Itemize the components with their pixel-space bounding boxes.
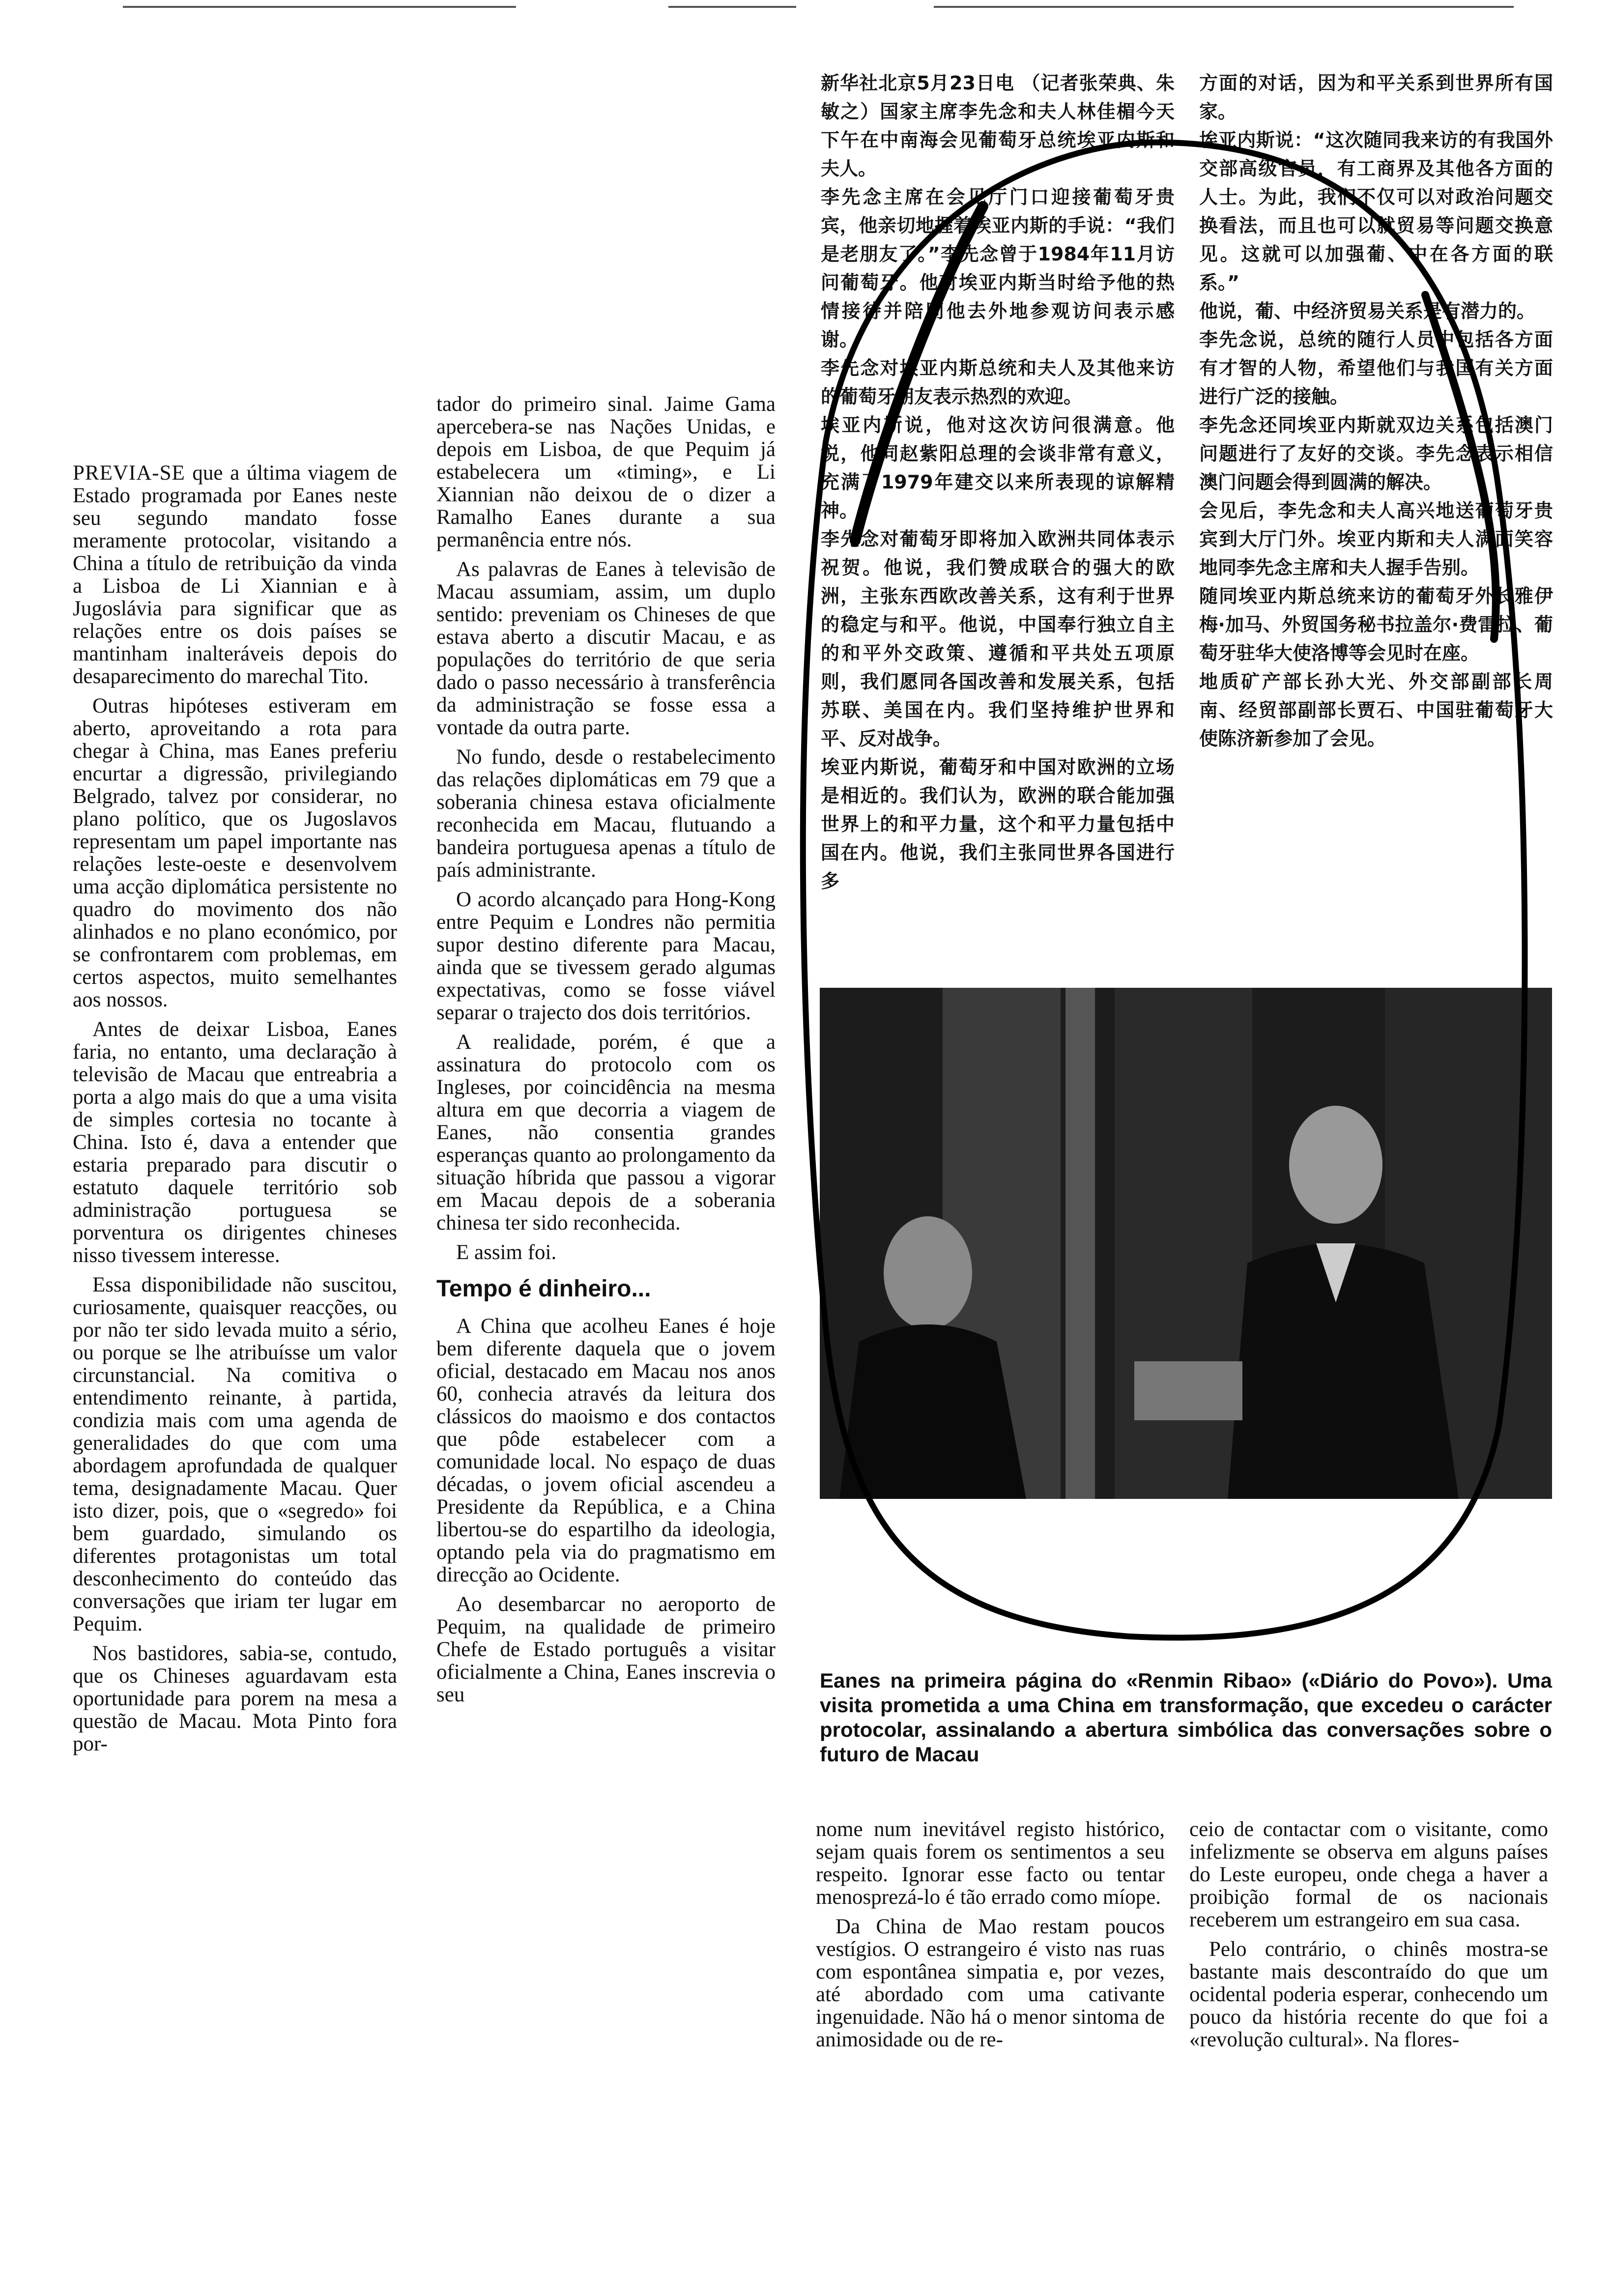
section-heading: Tempo é dinheiro... — [436, 1276, 651, 1302]
paragraph: A China que acolheu Eanes é hoje bem diferente daquela que o jovem oficial, destacado em Macau nos anos 60, conhecia através da leitura dos clássicos do maoismo e dos contactos que pôde estabelecer com a comunidade local. No espaço de duas décadas, o jovem oficial ascendeu a Presidente da República, e a China libertou-se do espartilho da ideologia, optando pela via do pragmatismo em direcção ao Ocidente. — [436, 1315, 776, 1586]
paragraph: tador do primeiro sinal. Jaime Gama apercebera-se nas Nações Unidas, e depois em Lisboa, de que Pequim já estabelecera um «timing», e Li Xiannian não deixou de o dizer a Ramalho Eanes durante a sua permanência entre nós. — [436, 393, 776, 551]
top-rule-left — [123, 6, 516, 8]
paragraph: Nos bastidores, sabia-se, contudo, que os Chineses aguardavam esta oportunidade para porem na mesa a questão de Macau. Mota Pinto fora por- — [73, 1642, 397, 1755]
paragraph: nome num inevitável registo histórico, sejam quais forem os sentimentos a seu respeito. Ignorar esse facto ou tentar menosprezá-lo é tão errado como míope. — [816, 1818, 1165, 1909]
cjk-paragraph: 他说，葡、中经济贸易关系是有潜力的。 — [1199, 300, 1536, 322]
paragraph: Outras hipóteses estiveram em aberto, aproveitando a rota para chegar à China, mas Eanes preferiu encurtar a digressão, privilegiando Belgrado, talvez por considerar, no plano político, que os Jugoslavos representam um papel importante nas relações leste-oeste e desenvolvem uma acção diplomática persistente no quadro do movimento dos não alinhados e no plano económico, por se confrontarem com problemas, em certos aspectos, muito semelhantes aos nossos. — [73, 694, 397, 1011]
lead-word: PREVIA-SE — [73, 461, 185, 485]
paragraph: Essa disponibilidade não suscitou, curiosamente, quaisquer reacções, ou por não ter sido levada muito a sério, ou porque se lhe atribuísse um valor circunstancial. Na comitiva o entendimento reinante, à partida, condizia mais com uma agenda de generalidades do que com uma abordagem aprofundada de qualquer tema, designadamente Macau. Quer isto dizer, pois, que o «segredo» foi bem guardado, simulando os diferentes protagonistas um total desconhecimento do conteúdo das conversações que iriam ter lugar em Pequim. — [73, 1273, 397, 1636]
paragraph: No fundo, desde o restabelecimento das relações diplomáticas em 79 que a soberania chinesa estava oficialmente reconhecida em Macau, flutuando a bandeira portuguesa apenas a título de país administrante. — [436, 746, 776, 882]
cjk-paragraph: 会见后，李先念和夫人高兴地送葡萄牙贵宾到大厅门外。埃亚内斯和夫人满面笑容地同李先念主席和夫人握手告别。 — [1199, 500, 1553, 578]
article-column-1 — [73, 462, 397, 1762]
paragraph: A realidade, porém, é que a assinatura do protocolo com os Ingleses, por coincidência na mesma altura em que decorria a viagem de Eanes, não consentia grandes esperanças quanto ao prolongamento da situação híbrida que passou a vigorar em Macau depois de a soberania chinesa ter sido reconhecida. — [436, 1031, 776, 1234]
cjk-paragraph: 李先念对埃亚内斯总统和夫人及其他来访的葡萄牙朋友表示热烈的欢迎。 — [821, 357, 1175, 407]
article-column-4 — [1189, 1818, 1548, 2058]
photo-caption: Eanes na primeira página do «Renmin Ribao» («Diário do Povo»). Uma visita prometida a uma China em transformação, que excedeu o carácter protocolar, assinalando a abertura simbólica das conversações sobre o futuro de Macau — [820, 1669, 1552, 1766]
cjk-paragraph: 随同埃亚内斯总统来访的葡萄牙外长雅伊梅·加马、外贸国务秘书拉盖尔·费雷拉、葡萄牙驻华大使洛博等会见时在座。 — [1199, 585, 1553, 664]
paragraph: PREVIA-SE que a última viagem de Estado programada por Eanes neste seu segundo mandato fosse meramente protocolar, visitando a China a título de retribuição da vinda a Lisboa de Li Xiannian e à Jugoslávia para significar que as relações entre os dois países se mantinham inalteráveis depois do desaparecimento do marechal Tito. — [73, 461, 397, 688]
cjk-paragraph: 方面的对话，因为和平关系到世界所有国家。 — [1199, 72, 1553, 122]
cjk-paragraph: 李先念还同埃亚内斯就双边关系包括澳门问题进行了友好的交谈。李先念表示相信澳门问题会得到圆满的解决。 — [1199, 414, 1553, 493]
cjk-paragraph: 李先念对葡萄牙即将加入欧洲共同体表示祝贺。他说，我们赞成联合的强大的欧洲，主张东西欧改善关系，这有利于世界的稳定与和平。他说，中国奉行独立自主的和平外交政策、遵循和平共处五项原则，我们愿同各国改善和发展关系，包括苏联、美国在内。我们坚持维护世界和平、反对战争。 — [821, 528, 1175, 749]
cjk-paragraph: 新华社北京5月23日电 （记者张荣典、朱敏之）国家主席李先念和夫人林佳楣今天下午在中南海会见葡萄牙总统埃亚内斯和夫人。 — [821, 72, 1175, 179]
cjk-paragraph: 李先念说，总统的随行人员中包括各方面有才智的人物，希望他们与我国有关方面进行广泛的接触。 — [1199, 329, 1553, 407]
paragraph: Ao desembarcar no aeroporto de Pequim, na qualidade de primeiro Chefe de Estado português a visitar oficialmente a China, Eanes inscrevia o seu — [436, 1593, 776, 1706]
article-column-2 — [436, 393, 776, 1713]
top-rule-right — [934, 6, 1514, 8]
cjk-paragraph: 埃亚内斯说，葡萄牙和中国对欧洲的立场是相近的。我们认为，欧洲的联合能加强世界上的和平力量，这个和平力量包括中国在内。他说，我们主张同世界各国进行多 — [821, 756, 1175, 892]
paragraph: As palavras de Eanes à televisão de Macau assumiam, assim, um duplo sentido: preveniam os Chineses de que estava aberto a discutir Macau, e as populações do território de que seria dado o passo necessário à transferência da administração se fosse essa a vontade da outra parte. — [436, 558, 776, 739]
chinese-clipping-column-b — [1199, 69, 1553, 753]
paragraph: Pelo contrário, o chinês mostra-se bastante mais descontraído do que um ocidental poderia esperar, conhecendo um pouco da história recente do que foi a «revolução cultural». Na flores- — [1189, 1938, 1548, 2051]
paragraph: E assim foi. — [456, 1241, 557, 1264]
paragraph: ceio de contactar com o visitante, como infelizmente se observa em alguns países do Leste europeu, onde chega a haver a proibição formal de os nacionais receberem um estrangeiro em sua casa. — [1189, 1818, 1548, 1931]
paragraph: Antes de deixar Lisboa, Eanes faria, no entanto, uma declaração à televisão de Macau que entreabria a porta a algo mais do que a uma visita de simples cortesia no tocante à China. Isto é, dava a entender que estaria preparado para discutir o estatuto daquele território sob administração portuguesa se porventura os dirigentes chineses nisso tivessem interesse. — [73, 1018, 397, 1267]
cjk-paragraph: 李先念主席在会见厅门口迎接葡萄牙贵宾，他亲切地握着埃亚内斯的手说：“我们是老朋友了。”李先念曾于1984年11月访问葡萄牙。他对埃亚内斯当时给予他的热情接待并陪同他去外地参观访问表示感谢。 — [821, 186, 1175, 350]
photo-figures — [820, 988, 1552, 1499]
article-column-3 — [816, 1818, 1165, 2058]
news-photo — [820, 988, 1552, 1499]
paragraph: O acordo alcançado para Hong-Kong entre Pequim e Londres não permitia supor destino diferente para Macau, ainda que se tivessem gerado algumas expectativas, como se fosse viável separar o trajecto dos dois territórios. — [436, 888, 776, 1024]
cjk-paragraph: 地质矿产部长孙大光、外交部副部长周南、经贸部副部长贾石、中国驻葡萄牙大使陈济新参加了会见。 — [1199, 671, 1553, 749]
cjk-paragraph: 埃亚内斯说：“这次随同我来访的有我国外交部高级官员，有工商界及其他各方面的人士。为此，我们不仅可以对政治问题交换看法，而且也可以就贸易等问题交换意见。这就可以加强葡、中在各方面的联系。” — [1199, 129, 1553, 293]
paragraph: Da China de Mao restam poucos vestígios. O estrangeiro é visto nas ruas com espontânea simpatia e, por vezes, até abordado com uma cativante ingenuidade. Não há o menor sintoma de animosidade ou de re- — [816, 1915, 1165, 2051]
cjk-paragraph: 埃亚内斯说，他对这次访问很满意。他说，他同赵紫阳总理的会谈非常有意义，充满了1979年建交以来所表现的谅解精神。 — [821, 414, 1175, 521]
chinese-clipping-column-a — [821, 69, 1175, 895]
top-rule-mid — [668, 6, 796, 8]
